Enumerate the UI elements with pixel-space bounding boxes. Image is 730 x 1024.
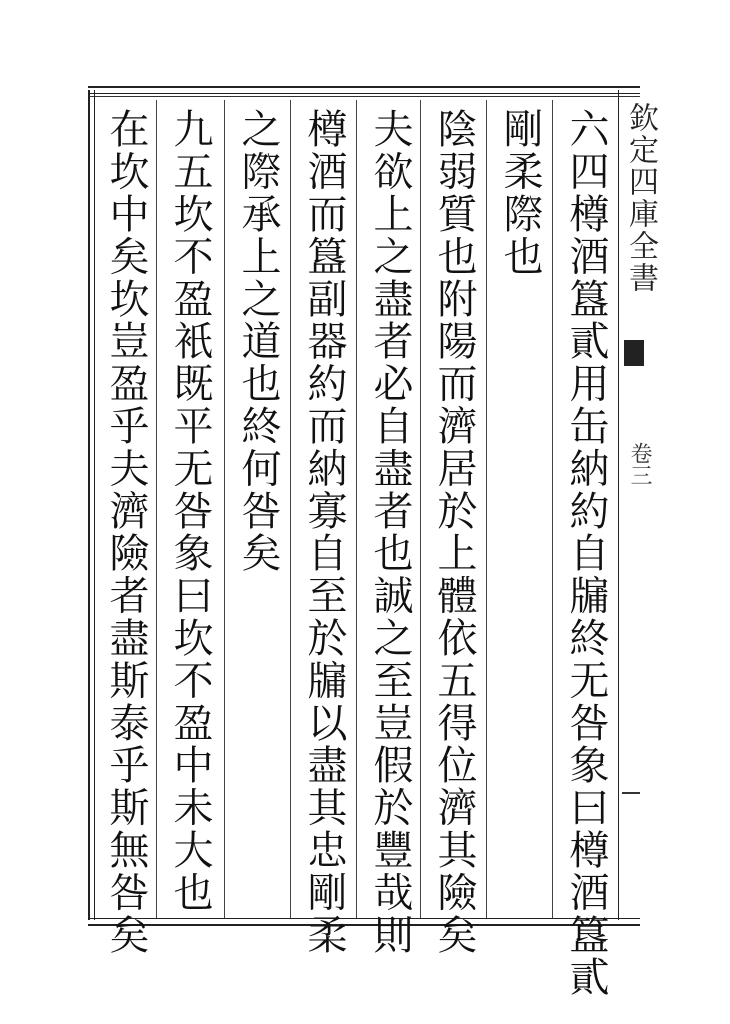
column-rule bbox=[552, 100, 553, 918]
column-rule bbox=[486, 100, 487, 918]
text-column-1: 六四樽酒簋貳用缶納約自牖終无咎象曰樽酒簋貳 bbox=[563, 108, 609, 999]
text-column-7: 九五坎不盈衹既平无咎象曰坎不盈中未大也 bbox=[167, 108, 213, 914]
left-border bbox=[88, 90, 95, 920]
top-inner-border bbox=[88, 96, 640, 97]
column-rule bbox=[156, 100, 157, 918]
margin-chapter-label: 卷三 bbox=[627, 442, 652, 486]
text-column-5: 樽酒而簋副器約而納寡自至於牖以盡其忠剛柔 bbox=[301, 108, 347, 956]
text-column-4: 夫欲上之盡者必自盡者也誠之至豈假於豐哉則 bbox=[367, 108, 413, 956]
text-column-6: 之際承上之道也終何咎矣 bbox=[235, 108, 281, 575]
text-column-8: 在坎中矣坎豈盈乎夫濟險者盡斯泰乎斯無咎矣 bbox=[103, 108, 149, 956]
column-rule bbox=[420, 100, 421, 918]
margin-book-title: 欽定四庫全書 bbox=[623, 102, 658, 294]
column-rule bbox=[356, 100, 357, 918]
column-rule bbox=[290, 100, 291, 918]
margin-tick bbox=[622, 792, 640, 794]
text-column-2: 剛柔際也 bbox=[497, 108, 543, 278]
right-border bbox=[618, 90, 619, 920]
top-border bbox=[88, 86, 640, 94]
text-column-3: 陰弱質也附陽而濟居於上體依五得位濟其險矣 bbox=[431, 108, 477, 956]
column-rule bbox=[224, 100, 225, 918]
fishtail-mark bbox=[624, 340, 644, 366]
